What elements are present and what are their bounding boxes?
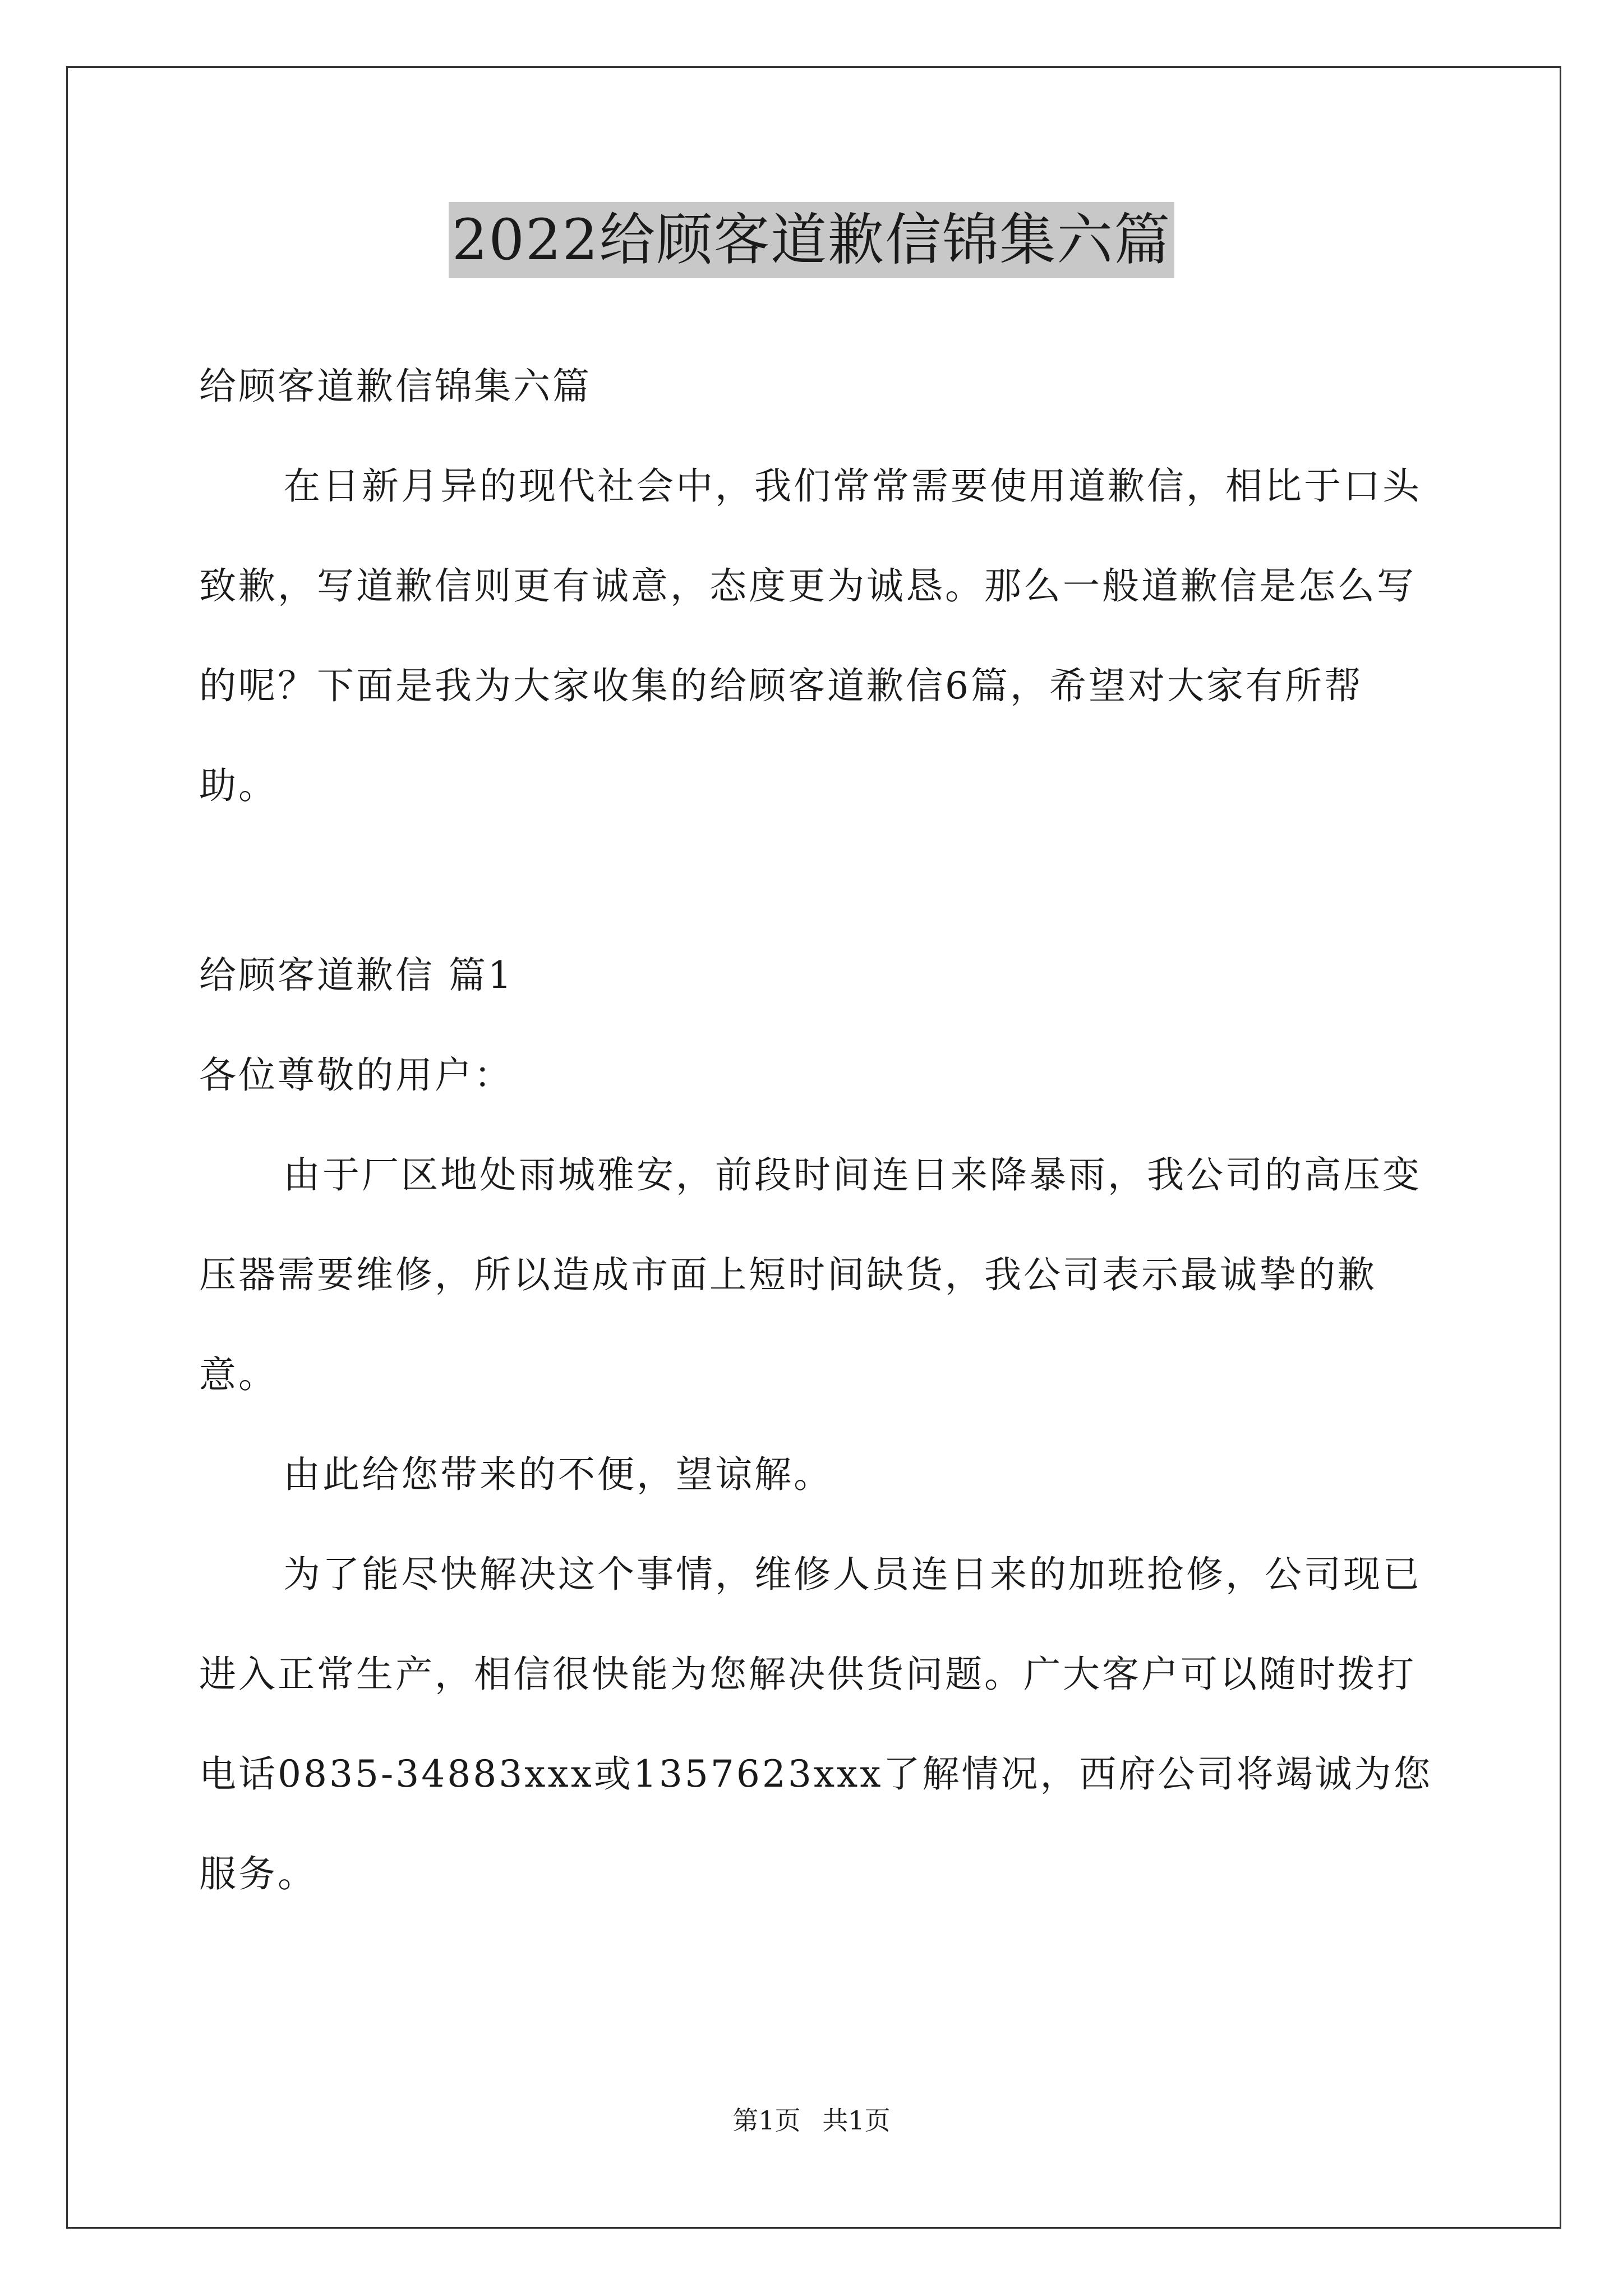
body-paragraph: 为了能尽快解决这个事情，维修人员连日来的加班抢修，公司现已进入正常生产，相信很快能为您解决供货问题。广大客户可以随时拨打电话0835-34883xxx或1357623xxx了解情况，西府公司将竭诚为您服务。 [199,1553,1433,1895]
body-paragraph: 由此给您带来的不便，望谅解。 [283,1453,833,1496]
section-heading: 给顾客道歉信 篇1 [199,954,514,997]
title-container [0,202,1623,278]
page-number: 第1页 [732,2105,801,2136]
document-title: 2022给顾客道歉信锦集六篇 [449,202,1175,278]
salutation: 各位尊敬的用户： [199,1053,513,1097]
page-total: 共1页 [822,2105,891,2136]
intro-paragraph: 在日新月异的现代社会中，我们常常需要使用道歉信，相比于口头致歉，写道歉信则更有诚意，态度更为诚恳。那么一般道歉信是怎么写的呢？下面是我为大家收集的给顾客道歉信6篇，希望对大家有所帮助。 [199,464,1422,807]
page-footer [0,2104,1623,2137]
document-body [199,337,1433,1924]
subtitle: 给顾客道歉信锦集六篇 [199,365,592,408]
section-spacer [199,836,1433,926]
body-paragraph: 由于厂区地处雨城雅安，前段时间连日来降暴雨，我公司的高压变压器需要维修，所以造成市面上短时间缺货，我公司表示最诚挚的歉意。 [199,1153,1422,1396]
